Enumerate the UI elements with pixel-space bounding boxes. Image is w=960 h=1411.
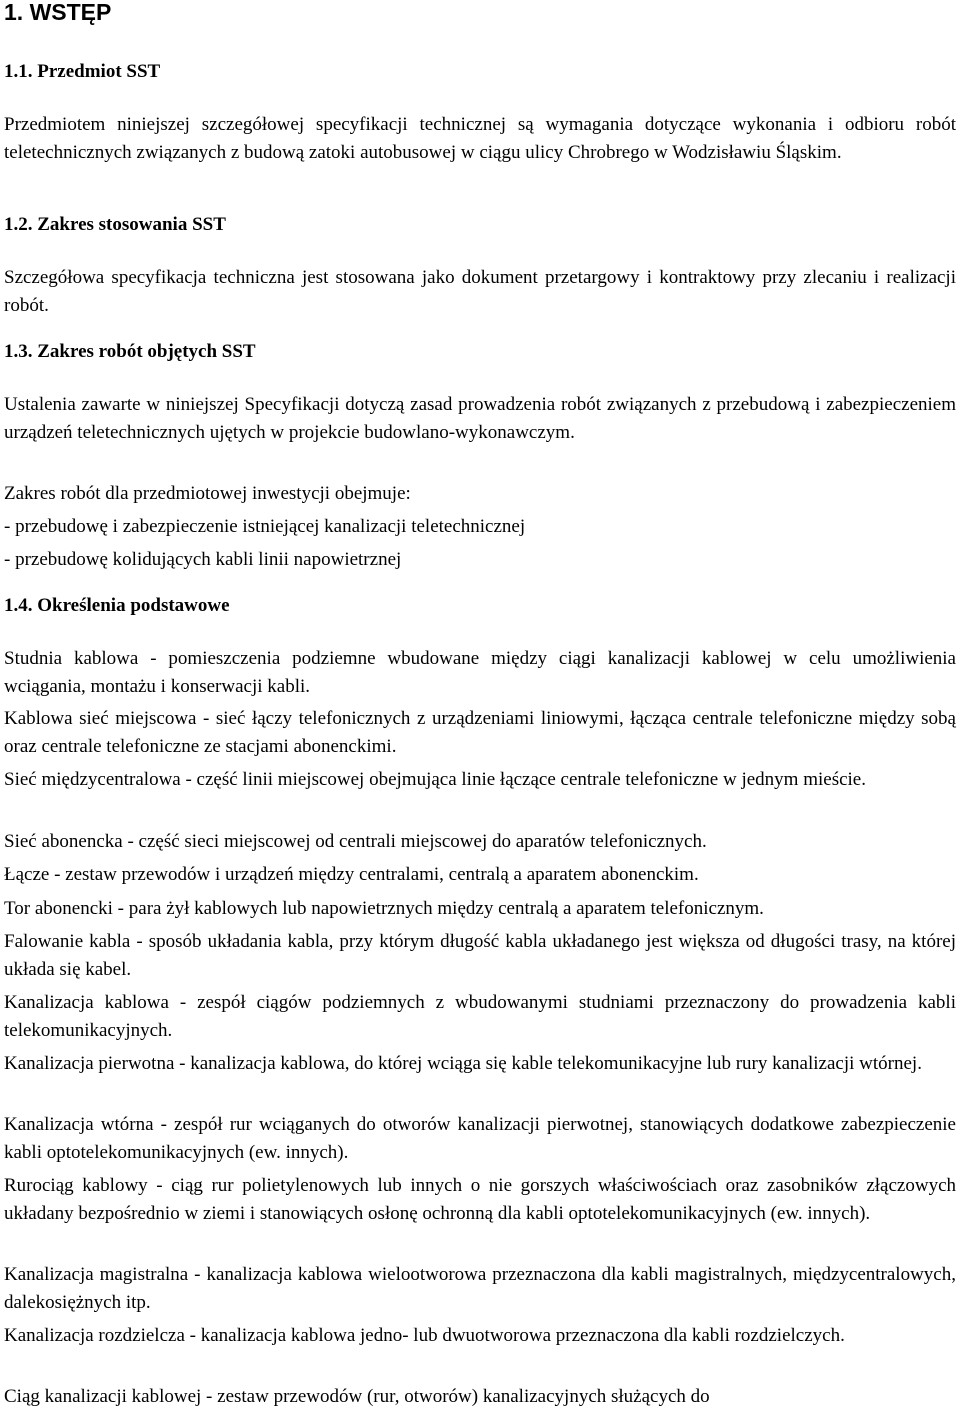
section-1-1-title: 1.1. Przedmiot SST [4,61,161,82]
section-1-3-scope-intro: Zakres robót dla przedmiotowej inwestycji obejmuje: [4,483,411,504]
section-1-1-paragraph: Przedmiotem niniejszej szczegółowej specyfikacji technicznej są wymagania dotyczące wykonania i odbioru robót teletechnicznych związanych z budową zatoki autobusowej w ciągu ulicy Chrobrego w Wodzisławiu Śląskim. [4,114,956,163]
definition-paragraph: Sieć abonencka - część sieci miejscowej od centrali miejscowej do aparatów telefonicznych. [4,831,707,852]
section-1-3-scope-item: - przebudowę i zabezpieczenie istniejącej kanalizacji teletechnicznej [4,516,526,537]
definition-paragraph: Kanalizacja wtórna - zespół rur wciąganych do otworów kanalizacji pierwotnej, stanowiących dodatkowe zabezpieczenie kabli optotelekomunikacyjnych (ew. innych). [4,1114,956,1163]
section-1-2-title: 1.2. Zakres stosowania SST [4,214,226,235]
definition-paragraph: Kablowa sieć miejscowa - sieć łączy telefonicznych z urządzeniami liniowymi, łącząca centrale telefoniczne między sobą oraz centrale telefoniczne ze stacjami abonenckimi. [4,708,956,757]
definition-paragraph: Kanalizacja rozdzielcza - kanalizacja kablowa jedno- lub dwuotworowa przeznaczona dla kabli rozdzielczych. [4,1325,845,1346]
definition-paragraph: Kanalizacja pierwotna - kanalizacja kablowa, do której wciąga się kable telekomunikacyjne lub rury kanalizacji wtórnej. [4,1053,922,1074]
section-1-3-title: 1.3. Zakres robót objętych SST [4,341,256,362]
definition-paragraph: Tor abonencki - para żył kablowych lub napowietrznych między centralą a aparatem telefonicznym. [4,898,764,919]
definition-paragraph: Kanalizacja kablowa - zespół ciągów podziemnych z wbudowanymi studniami przeznaczony do prowadzenia kabli telekomunikacyjnych. [4,992,956,1041]
chapter-heading: 1. WSTĘP [4,0,112,25]
definition-paragraph: Ciąg kanalizacji kablowej - zestaw przewodów (rur, otworów) kanalizacyjnych służących do [4,1386,710,1407]
section-1-3-scope-item: - przebudowę kolidujących kabli linii napowietrznej [4,549,402,570]
definition-paragraph: Rurociąg kablowy - ciąg rur polietylenowych lub innych o nie gorszych właściwościach oraz zasobników złączowych układany bezpośrednio w ziemi i stanowiących osłonę ochronną dla kabli optotelekomunikacyjnych (ew. innych). [4,1175,956,1224]
definition-paragraph: Falowanie kabla - sposób układania kabla, przy którym długość kabla układanego jest większa od długości trasy, na której układa się kabel. [4,931,956,980]
definition-paragraph: Kanalizacja magistralna - kanalizacja kablowa wielootworowa przeznaczona dla kabli magistralnych, międzycentralowych, dalekosiężnych itp. [4,1264,956,1313]
section-1-2-paragraph: Szczegółowa specyfikacja techniczna jest stosowana jako dokument przetargowy i kontraktowy przy zlecaniu i realizacji robót. [4,267,956,316]
definition-paragraph: Łącze - zestaw przewodów i urządzeń między centralami, centralą a aparatem abonenckim. [4,864,699,885]
definition-paragraph: Sieć międzycentralowa - część linii miejscowej obejmująca linie łączące centrale telefoniczne w jednym mieście. [4,769,866,790]
section-1-3-paragraph: Ustalenia zawarte w niniejszej Specyfikacji dotyczą zasad prowadzenia robót związanych z przebudową i zabezpieczeniem urządzeń teletechnicznych ujętych w projekcie budowlano-wykonawczym. [4,394,956,443]
definition-paragraph: Studnia kablowa - pomieszczenia podziemne wbudowane między ciągi kanalizacji kablowej w celu umożliwienia wciągania, montażu i konserwacji kabli. [4,648,956,697]
section-1-4-title: 1.4. Określenia podstawowe [4,595,230,616]
